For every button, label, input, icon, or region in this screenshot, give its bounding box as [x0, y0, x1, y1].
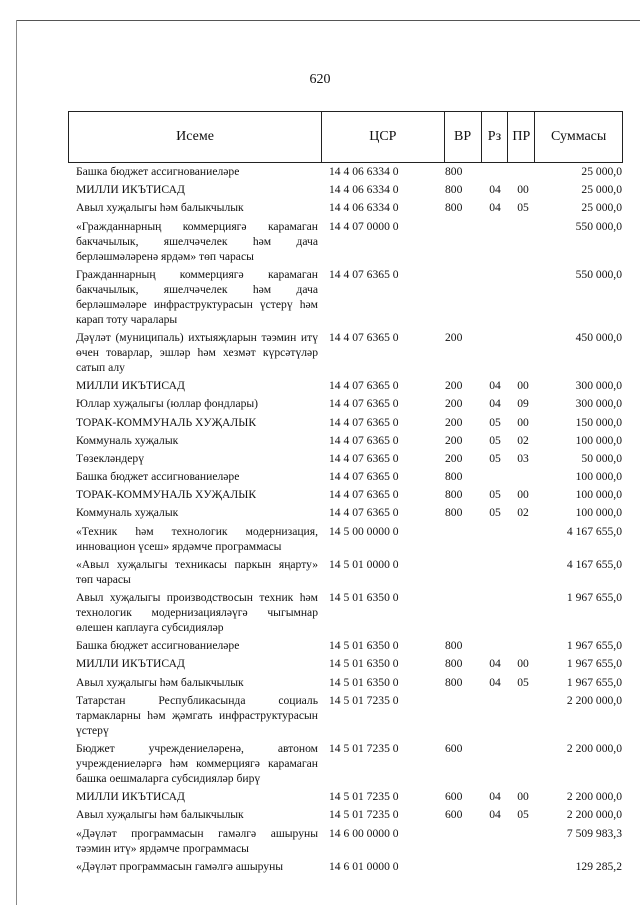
- cell-rz: [481, 267, 509, 327]
- cell-pr: 02: [517, 433, 529, 447]
- cell-sum: 2 200 000,0: [566, 741, 622, 755]
- cell-vr: [442, 826, 481, 856]
- cell-csr: 14 5 01 6350 0: [329, 639, 399, 653]
- table-row: [76, 789, 622, 804]
- cell-vr: 800: [445, 201, 463, 215]
- cell-csr: 14 5 01 7235 0: [329, 693, 399, 707]
- cell-pr: [509, 267, 537, 327]
- cell-pr: [509, 693, 537, 738]
- cell-name: МИЛЛИ ИКЪТИСАД: [76, 379, 185, 393]
- cell-name: Коммуналь хуҗалык: [76, 506, 179, 520]
- cell-sum: 1 967 655,0: [566, 675, 622, 689]
- cell-pr: [509, 741, 537, 786]
- cell-vr: 800: [445, 488, 463, 502]
- cell-vr: 800: [445, 675, 463, 689]
- cell-rz: [481, 219, 509, 264]
- cell-sum: 450 000,0: [575, 330, 622, 344]
- cell-name: МИЛЛИ ИКЪТИСАД: [76, 790, 185, 804]
- cell-rz: [481, 524, 509, 554]
- cell-pr: 03: [517, 451, 529, 465]
- cell-pr: [509, 557, 537, 587]
- cell-csr: 14 4 07 0000 0: [329, 219, 399, 233]
- cell-vr: [442, 267, 481, 327]
- cell-name: Авыл хуҗалыгы һәм балыкчылык: [76, 675, 244, 689]
- cell-vr: 600: [445, 741, 463, 755]
- cell-pr: 00: [517, 183, 529, 197]
- cell-rz: [481, 826, 509, 856]
- cell-csr: 14 4 07 6365 0: [329, 433, 399, 447]
- cell-sum: 550 000,0: [575, 219, 622, 233]
- cell-vr: 200: [445, 451, 463, 465]
- table-row: [76, 638, 622, 653]
- cell-name: ТОРАК-КОММУНАЛЬ ХУҖАЛЫК: [76, 488, 257, 502]
- cell-name: МИЛЛИ ИКЪТИСАД: [76, 183, 185, 197]
- cell-vr: 800: [445, 165, 463, 178]
- cell-vr: 800: [445, 657, 463, 671]
- table-row: [76, 433, 622, 448]
- header-vr: ВР: [445, 112, 482, 162]
- cell-sum: 50 000,0: [581, 451, 622, 465]
- cell-csr: 14 5 01 7235 0: [329, 790, 399, 804]
- cell-rz: 04: [489, 201, 501, 215]
- cell-csr: 14 5 01 6350 0: [329, 591, 399, 604]
- cell-csr: 14 4 07 6365 0: [329, 415, 399, 429]
- cell-sum: 300 000,0: [575, 397, 622, 411]
- cell-sum: 300 000,0: [575, 379, 622, 393]
- table-row: [76, 826, 622, 856]
- cell-rz: [481, 859, 509, 874]
- cell-rz: 04: [489, 808, 501, 822]
- cell-vr: [442, 219, 481, 264]
- page-number: 620: [309, 72, 331, 87]
- cell-name: Авыл хуҗалыгы производствосын техник һәм технологик модернизацияләүгә чыгымнар өлешен каплауга субсидияләр: [76, 591, 318, 634]
- cell-name: «Авыл хуҗалыгы техникасы паркын яңарту» төп чарасы: [76, 557, 318, 586]
- cell-vr: [442, 524, 481, 554]
- cell-sum: 100 000,0: [575, 506, 622, 520]
- cell-vr: [442, 557, 481, 587]
- cell-name: Бюджет учреждениеләренә, автоном учреждениеләргә һәм коммерциягә карамаган башка оешмаларга субсидияләр бирү: [76, 741, 318, 785]
- cell-pr: 05: [517, 201, 529, 215]
- page-top-edge: [16, 20, 640, 21]
- cell-pr: 00: [517, 657, 529, 671]
- cell-rz: 04: [489, 397, 501, 411]
- cell-sum: 100 000,0: [575, 470, 622, 484]
- cell-vr: 800: [445, 470, 463, 484]
- cell-rz: [481, 590, 509, 635]
- cell-sum: 2 200 000,0: [566, 808, 622, 822]
- cell-rz: [481, 693, 509, 738]
- table-row: [76, 807, 622, 822]
- cell-csr: 14 5 01 7235 0: [329, 741, 399, 755]
- cell-pr: [509, 638, 537, 653]
- cell-pr: 05: [517, 808, 529, 822]
- cell-pr: 05: [517, 675, 529, 689]
- header-pr: ПР: [508, 112, 535, 162]
- cell-csr: 14 6 00 0000 0: [329, 826, 399, 840]
- header-name: Исеме: [69, 112, 322, 162]
- cell-rz: 05: [489, 415, 501, 429]
- cell-vr: 200: [445, 379, 463, 393]
- cell-csr: 14 4 07 6365 0: [329, 379, 399, 393]
- table-row: [76, 451, 622, 466]
- cell-csr: 14 5 01 7235 0: [329, 808, 399, 822]
- cell-vr: 200: [445, 415, 463, 429]
- header-sum: Суммасы: [551, 129, 607, 144]
- table-row: [76, 693, 622, 738]
- cell-vr: [442, 859, 481, 874]
- cell-name: Башка бюджет ассигнованиеләре: [76, 165, 240, 178]
- table-row: [76, 741, 622, 786]
- cell-pr: 00: [517, 488, 529, 502]
- cell-name: Авыл хуҗалыгы һәм балыкчылык: [76, 808, 244, 822]
- cell-vr: 800: [445, 639, 463, 653]
- table-header: [68, 111, 623, 163]
- cell-name: Татарстан Республикасында социаль тармакларны һәм җәмгать инфраструктурасын үстерү: [76, 693, 318, 737]
- cell-vr: 600: [445, 808, 463, 822]
- cell-vr: 200: [445, 397, 463, 411]
- cell-vr: 200: [445, 433, 463, 447]
- cell-sum: 4 167 655,0: [566, 524, 622, 538]
- cell-vr: 200: [445, 330, 463, 344]
- cell-rz: [481, 469, 509, 484]
- cell-sum: 7 509 983,3: [566, 826, 622, 840]
- cell-name: «Дәүләт программасын гамәлгә ашыруны: [76, 859, 284, 873]
- cell-pr: [509, 164, 537, 179]
- page-left-edge: [16, 20, 17, 905]
- cell-sum: 100 000,0: [575, 488, 622, 502]
- cell-pr: 00: [517, 415, 529, 429]
- cell-sum: 150 000,0: [575, 415, 622, 429]
- table-row: [76, 164, 622, 179]
- cell-name: «Гражданнарның коммерциягә карамаган бакчачылык, яшелчәчелек һәм дача берләшмәләренә ярдәм» төп чарасы: [76, 219, 318, 263]
- table-row: [76, 330, 622, 375]
- cell-rz: [481, 164, 509, 179]
- cell-csr: 14 5 00 0000 0: [329, 524, 399, 538]
- cell-name: Башка бюджет ассигнованиеләре: [76, 639, 240, 653]
- table-row: [76, 487, 622, 502]
- cell-csr: 14 4 06 6334 0: [329, 201, 399, 215]
- cell-name: «Дәүләт программасын гамәлгә ашыруны тәэмин итү» ярдәмче программасы: [76, 826, 318, 855]
- table-row: [76, 182, 622, 197]
- cell-csr: 14 4 07 6365 0: [329, 488, 399, 502]
- cell-csr: 14 4 07 6365 0: [329, 506, 399, 520]
- cell-rz: 05: [489, 451, 501, 465]
- cell-sum: 1 967 655,0: [566, 639, 622, 653]
- cell-csr: 14 4 06 6334 0: [329, 183, 399, 197]
- cell-name: Коммуналь хуҗалык: [76, 433, 179, 447]
- cell-sum: 1 967 655,0: [566, 657, 622, 671]
- cell-vr: [442, 590, 481, 635]
- cell-pr: 00: [517, 379, 529, 393]
- cell-name: Авыл хуҗалыгы һәм балыкчылык: [76, 201, 244, 215]
- cell-pr: 00: [517, 790, 529, 804]
- cell-pr: [509, 219, 537, 264]
- cell-sum: 1 967 655,0: [566, 591, 622, 604]
- table-row: [76, 675, 622, 690]
- cell-name: МИЛЛИ ИКЪТИСАД: [76, 657, 185, 671]
- table-row: [76, 524, 622, 554]
- cell-sum: 25 000,0: [581, 201, 622, 215]
- table-row: [76, 859, 622, 874]
- cell-rz: 05: [489, 488, 501, 502]
- cell-rz: [481, 741, 509, 786]
- table-row: [76, 590, 622, 635]
- cell-rz: [481, 638, 509, 653]
- cell-pr: 09: [517, 397, 529, 411]
- cell-pr: [509, 469, 537, 484]
- cell-csr: 14 4 07 6365 0: [329, 397, 399, 411]
- cell-csr: 14 5 01 6350 0: [329, 675, 399, 689]
- cell-name: Гражданнарның коммерциягә карамаган бакчачылык, яшелчәчелек һәм дача берләшмәләре инфраструктурасын үстерү һәм карап тоту чаралары: [76, 267, 318, 326]
- cell-name: Дәүләт (муниципаль) ихтыяҗларын тәэмин итү өчен товарлар, эшләр һәм хезмәт күрсәтүләр сатып алу: [76, 330, 318, 374]
- cell-pr: [509, 826, 537, 856]
- cell-rz: 04: [489, 657, 501, 671]
- cell-vr: [442, 693, 481, 738]
- cell-vr: 600: [445, 790, 463, 804]
- table-row: [76, 200, 622, 215]
- cell-csr: 14 5 01 6350 0: [329, 657, 399, 671]
- cell-csr: 14 4 07 6365 0: [329, 451, 399, 465]
- cell-csr: 14 5 01 0000 0: [329, 557, 399, 571]
- table-body: [76, 164, 622, 877]
- cell-name: Башка бюджет ассигнованиеләре: [76, 470, 240, 484]
- cell-csr: 14 6 01 0000 0: [329, 859, 399, 873]
- cell-csr: 14 4 07 6365 0: [329, 267, 399, 281]
- cell-sum: 2 200 000,0: [566, 693, 622, 707]
- cell-csr: 14 4 07 6365 0: [329, 330, 399, 344]
- cell-name: Юллар хуҗалыгы (юллар фондлары): [76, 397, 259, 411]
- cell-pr: [509, 330, 537, 375]
- cell-name: Төзекләндерү: [76, 451, 145, 465]
- cell-rz: [481, 557, 509, 587]
- cell-sum: 550 000,0: [575, 267, 622, 281]
- cell-csr: 14 4 07 6365 0: [329, 470, 399, 484]
- cell-sum: 25 000,0: [581, 183, 622, 197]
- table-row: [76, 469, 622, 484]
- table-row: [76, 557, 622, 587]
- cell-rz: 04: [489, 790, 501, 804]
- table-row: [76, 219, 622, 264]
- cell-csr: 14 4 06 6334 0: [329, 165, 399, 178]
- table-row: [76, 505, 622, 520]
- cell-pr: 02: [517, 506, 529, 520]
- cell-sum: 2 200 000,0: [566, 790, 622, 804]
- cell-sum: 4 167 655,0: [566, 557, 622, 571]
- cell-pr: [509, 859, 537, 874]
- cell-pr: [509, 590, 537, 635]
- cell-vr: 800: [445, 183, 463, 197]
- cell-sum: 100 000,0: [575, 433, 622, 447]
- cell-pr: [509, 524, 537, 554]
- cell-rz: 04: [489, 379, 501, 393]
- table-row: [76, 396, 622, 411]
- cell-rz: 04: [489, 675, 501, 689]
- cell-name: ТОРАК-КОММУНАЛЬ ХУҖАЛЫК: [76, 415, 257, 429]
- table-row: [76, 267, 622, 327]
- cell-rz: 04: [489, 183, 501, 197]
- cell-sum: 25 000,0: [581, 165, 622, 178]
- table-row: [76, 656, 622, 671]
- cell-rz: 05: [489, 506, 501, 520]
- cell-sum: 129 285,2: [575, 859, 622, 873]
- cell-rz: 05: [489, 433, 501, 447]
- header-csr: ЦСР: [322, 112, 445, 162]
- table-row: [76, 378, 622, 393]
- cell-name: «Техник һәм технологик модернизация, инновацион үсеш» ярдәмче программасы: [76, 524, 318, 553]
- cell-vr: 800: [445, 506, 463, 520]
- cell-rz: [481, 330, 509, 375]
- header-rz: Рз: [482, 112, 509, 162]
- table-row: [76, 415, 622, 430]
